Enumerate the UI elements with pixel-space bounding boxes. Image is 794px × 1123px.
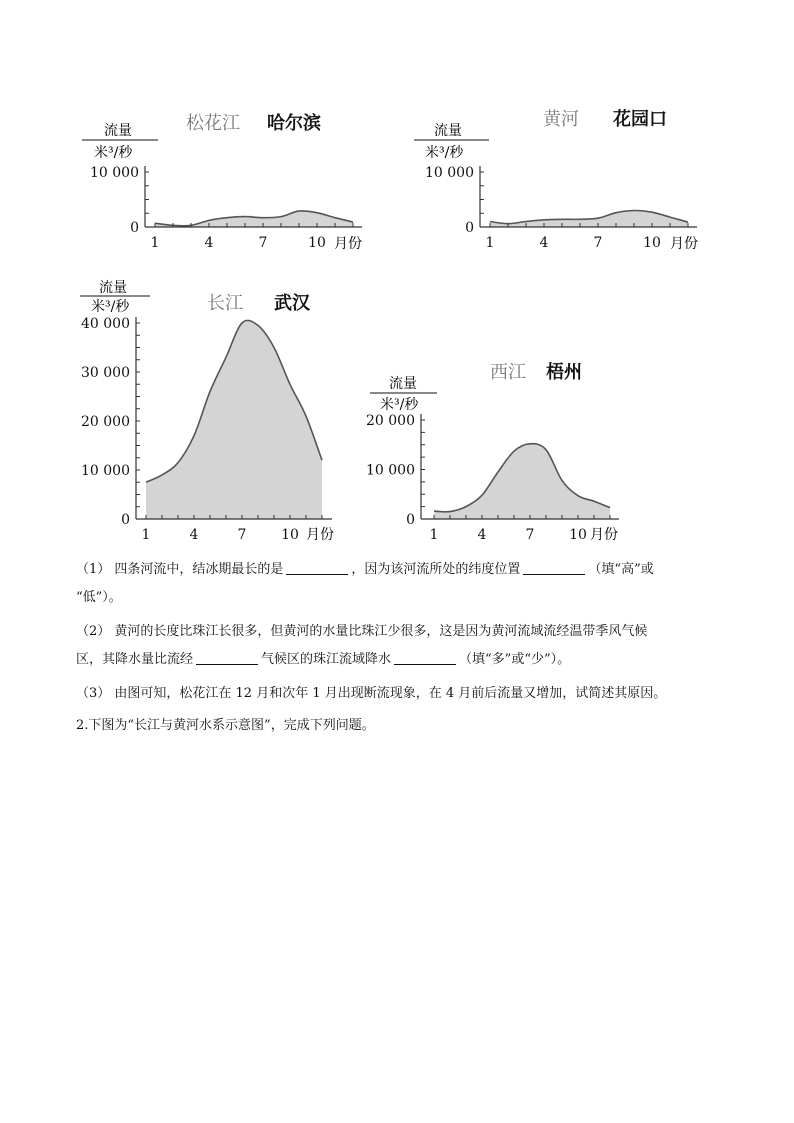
y-tick-label: 30 000 [81, 365, 130, 381]
plot-area [81, 316, 332, 543]
x-tick-label: 7 [525, 527, 535, 543]
y-tick-label: 20 000 [81, 414, 130, 430]
x-unit-label: 月份 [670, 236, 698, 252]
q2-answer-blank-2[interactable] [394, 650, 456, 665]
y-unit-bottom: 米³/秒 [94, 145, 133, 161]
y-tick-label: 0 [465, 220, 474, 236]
y-unit-bottom: 米³/秒 [91, 299, 130, 315]
chart-songhua-harbin [82, 112, 362, 252]
y-unit-top: 流量 [104, 123, 132, 139]
y-unit-bottom: 米³/秒 [380, 397, 419, 413]
chart-title-station: 花园口 [613, 109, 667, 130]
y-tick-label: 20 000 [366, 413, 415, 429]
x-tick-label: 1 [429, 527, 439, 543]
y-tick-label: 10 000 [366, 462, 415, 479]
q1-text-c: （填“高”或 [588, 562, 654, 577]
q2-text-b: 区，其降水量比流经 [76, 652, 194, 667]
y-tick-label: 0 [121, 512, 130, 528]
q1-text-a: （1） 四条河流中，结冰期最长的是 [76, 562, 284, 577]
y-tick-label: 0 [130, 220, 139, 236]
plot-area [425, 165, 697, 251]
x-tick-label: 10 [308, 235, 326, 251]
chart-title-river: 松花江 [186, 113, 240, 134]
plot-area [366, 413, 619, 543]
q1-answer-blank-2[interactable] [523, 560, 585, 575]
chart-title-station: 梧州 [546, 362, 582, 383]
y-tick-label: 10 000 [425, 165, 474, 181]
x-tick-label: 1 [141, 527, 151, 543]
q1-text-d: “低”）。 [76, 590, 122, 605]
plot-area [90, 165, 362, 251]
q2-text-d: （填“多”或“少”）。 [459, 652, 571, 667]
q1-answer-blank-1[interactable] [286, 560, 348, 575]
y-tick-label: 10 000 [81, 463, 130, 479]
question-2 [76, 618, 726, 674]
river-flow-charts [0, 0, 794, 560]
q2-answer-blank-1[interactable] [196, 650, 258, 665]
q2-text-c: 气候区的珠江流域降水 [261, 652, 392, 667]
x-tick-label: 10 [643, 235, 661, 251]
chart-title-station: 哈尔滨 [267, 113, 321, 134]
y-tick-label: 10 000 [90, 165, 139, 181]
flow-area [434, 444, 610, 519]
question-1 [76, 556, 726, 612]
y-unit-top: 流量 [99, 280, 127, 296]
x-tick-label: 7 [593, 235, 603, 251]
x-tick-label: 10 [281, 527, 299, 543]
chart-yellow-huayuankou [414, 108, 698, 252]
x-tick-label: 4 [204, 235, 214, 251]
chart-title-river: 西江 [490, 362, 526, 383]
chart-title-river: 黄河 [543, 109, 579, 130]
flow-area [146, 320, 322, 519]
chart-title-station: 武汉 [274, 293, 310, 314]
x-tick-label: 1 [485, 235, 495, 251]
chart-xijiang-wuzhou [366, 361, 619, 543]
y-unit-bottom: 米³/秒 [425, 145, 464, 161]
q1-text-b: ，因为该河流所处的纬度位置 [351, 562, 521, 577]
y-unit-top: 流量 [434, 123, 462, 139]
chart-title-river: 长江 [207, 293, 243, 314]
x-tick-label: 4 [189, 527, 199, 543]
x-unit-label: 月份 [334, 236, 362, 252]
x-tick-label: 7 [237, 527, 247, 543]
x-tick-label: 4 [477, 527, 487, 543]
x-tick-label: 4 [539, 235, 549, 251]
y-tick-label: 40 000 [81, 316, 130, 332]
q2-text-a: （2） 黄河的长度比珠江长很多，但黄河的水量比珠江少很多，这是因为黄河流域流经温带季风气候 [76, 624, 648, 639]
x-tick-label: 7 [258, 235, 268, 251]
flow-area [155, 211, 353, 227]
item-2-intro: 2.下图为“长江与黄河水系示意图”，完成下列问题。 [76, 718, 375, 733]
x-tick-label: 10 [569, 527, 587, 543]
y-unit-top: 流量 [389, 376, 417, 392]
x-unit-label: 月份 [306, 527, 334, 543]
question-3: （3） 由图可知，松花江在 12 月和次年 1 月出现断流现象，在 4 月前后流量又增加，试简述其原因。 [76, 686, 667, 701]
y-tick-label: 0 [406, 512, 415, 528]
x-unit-label: 月份 [590, 527, 618, 543]
chart-yangtze-wuhan [80, 279, 334, 543]
x-tick-label: 1 [150, 235, 160, 251]
